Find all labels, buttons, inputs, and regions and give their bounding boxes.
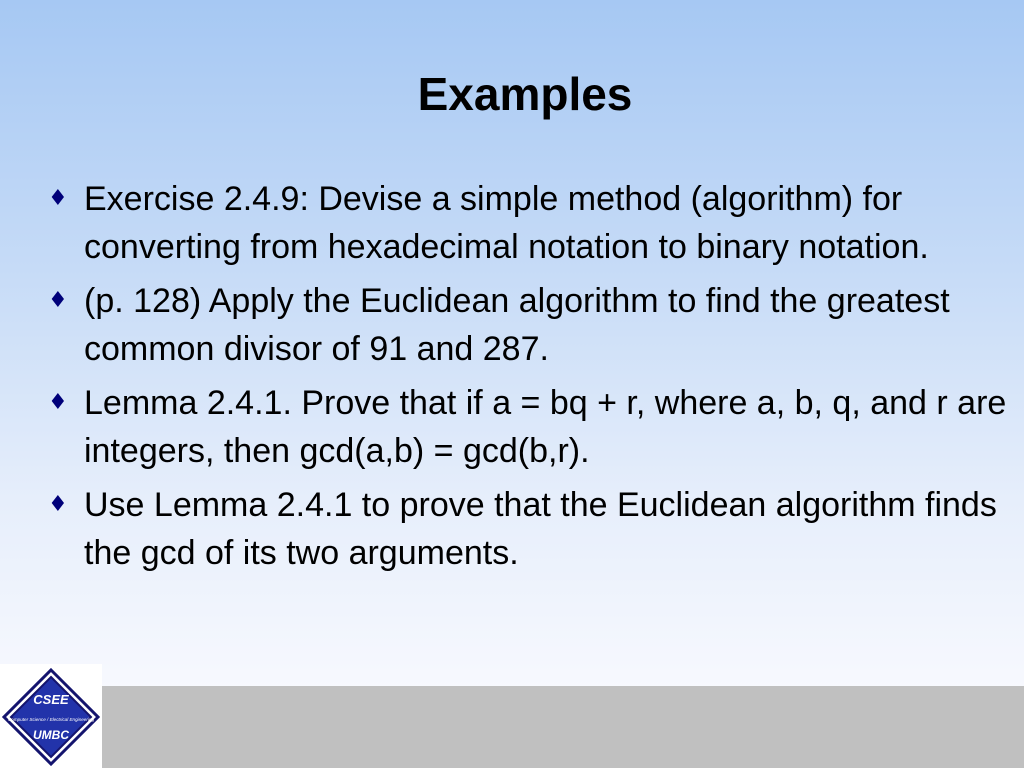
logo-bottom-text: UMBC	[33, 728, 69, 742]
logo-middle-text: Computer Science / Electrical Engineering	[7, 717, 95, 722]
footer-bar	[102, 686, 1024, 768]
bullet-text: Lemma 2.4.1. Prove that if a = bq + r, where a, b, q, and r are integers, then gcd(a,b) = gcd(b,r).	[84, 384, 1007, 470]
diamond-bullet-icon: ♦	[48, 186, 68, 211]
slide-title: Examples	[417, 68, 633, 120]
diamond-bullet-icon: ♦	[48, 288, 68, 313]
bullet-item	[48, 277, 1008, 373]
bullet-text: Exercise 2.4.9: Devise a simple method (algorithm) for converting from hexadecimal notation to binary notation.	[84, 180, 929, 266]
bullet-text: (p. 128) Apply the Euclidean algorithm to find the greatest common divisor of 91 and 287.	[84, 282, 950, 368]
bullet-list	[48, 175, 1008, 583]
diamond-bullet-icon: ♦	[48, 492, 68, 517]
logo-top-text: CSEE	[33, 692, 69, 707]
bullet-item	[48, 481, 1008, 577]
bullet-text: Use Lemma 2.4.1 to prove that the Euclidean algorithm finds the gcd of its two arguments.	[84, 486, 997, 572]
csee-umbc-logo	[0, 664, 102, 768]
diamond-bullet-icon: ♦	[48, 390, 68, 415]
bullet-item	[48, 175, 1008, 271]
csee-logo-icon	[2, 668, 100, 766]
bullet-item	[48, 379, 1008, 475]
